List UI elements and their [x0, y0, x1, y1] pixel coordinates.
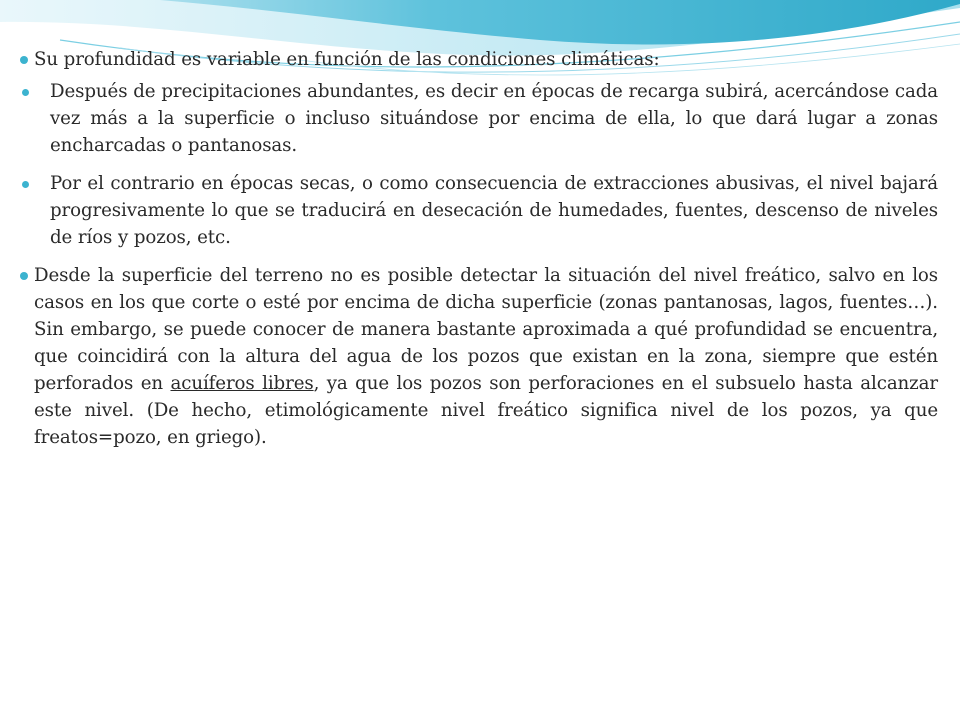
sub-bullet-text: Después de precipitaciones abundantes, es decir en épocas de recarga subirá, acercándose cada vez más a la superficie o incluso situándose por encima de ella, lo que dará lugar a zonas encharcadas o pantanosas.: [50, 81, 938, 156]
bullet-text-start: Desde la superficie del terreno no es posible detectar la situación del nivel freático, salvo en los casos en los que corte o esté por encima de dicha superficie (zonas pantanosas, lagos, fuentes…). Sin embargo, se puede conocer de manera bastante aproximada a qué profundidad se encuentra, que coincidirá con la altura del agua de los pozos que existan en la zona, siempre que estén perforados en: [34, 265, 938, 394]
sub-bullet-item-1: [50, 78, 938, 159]
bullet-dot-icon: [22, 181, 29, 188]
bullet-dot-icon: [20, 272, 28, 280]
sub-bullet-item-2: [50, 170, 938, 251]
bullet-text-end: , ya que los pozos son perforaciones en el subsuelo hasta alcanzar este nivel. (De hecho, etimológicamente nivel freático significa nivel de los pozos, ya que freatos=pozo, en griego).: [34, 373, 938, 448]
bullet-item-1: [20, 46, 938, 73]
acuiferos-libres-link[interactable]: acuíferos libres: [170, 373, 314, 394]
bullet-dot-icon: [22, 89, 29, 96]
slide-content: [20, 46, 938, 456]
bullet-text: Su profundidad es variable en función de las condiciones climáticas:: [34, 49, 660, 70]
sub-bullet-text: Por el contrario en épocas secas, o como consecuencia de extracciones abusivas, el nivel bajará progresivamente lo que se traducirá en desecación de humedades, fuentes, descenso de niveles de ríos y pozos, etc.: [50, 173, 938, 248]
bullet-dot-icon: [20, 56, 28, 64]
bullet-item-2: [20, 262, 938, 451]
